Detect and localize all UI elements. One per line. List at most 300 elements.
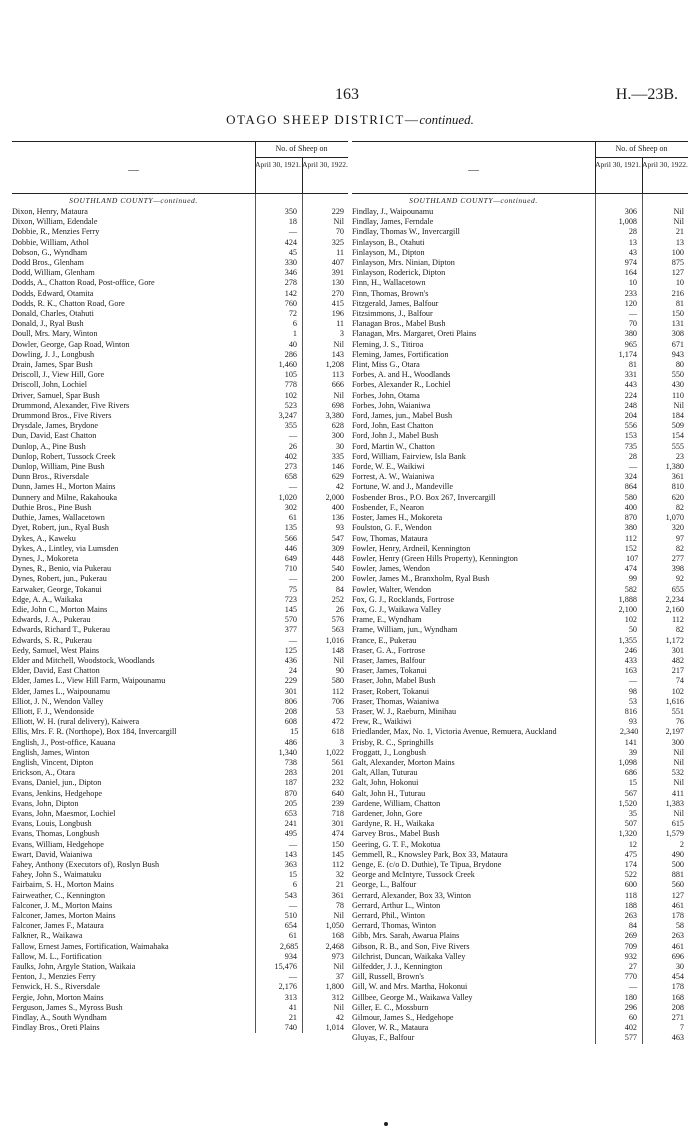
sheep-1922: 82 (675, 543, 684, 553)
table-row (12, 809, 348, 819)
table-row (12, 493, 348, 503)
owner-name: Fow, Thomas, Mataura (352, 533, 428, 543)
sheep-1922: 76 (675, 717, 684, 727)
sheep-1921: 864 (624, 482, 637, 492)
owner-name: Forbes, Alexander R., Lochiel (352, 380, 451, 390)
sheep-1922: 698 (331, 400, 344, 410)
owner-name: Falconer, James, Morton Mains (12, 911, 116, 921)
row-list (12, 207, 348, 1033)
table-row (352, 350, 688, 360)
table-row (12, 217, 348, 227)
sheep-1922: 168 (331, 931, 344, 941)
owner-name: Evans, Jenkins, Hedgehope (12, 788, 103, 798)
owner-name: Dowling, J. J., Longbush (12, 349, 95, 359)
sheep-1921: 709 (624, 941, 637, 951)
sheep-1922: 551 (671, 706, 684, 716)
owner-name: English, James, Winton (12, 747, 90, 757)
sheep-1921: 273 (284, 462, 297, 472)
owner-name: Dixon, Henry, Mataura (12, 207, 88, 216)
sheep-1922: 308 (671, 329, 684, 339)
table-row (12, 860, 348, 870)
owner-name: Gardene, William, Chatton (352, 798, 441, 808)
owner-name: Fahey, John S., Waimatuku (12, 870, 102, 880)
sheep-1922: 42 (335, 482, 344, 492)
table-row (352, 574, 688, 584)
sheep-1921: 436 (284, 655, 297, 665)
sheep-1921: 932 (624, 951, 637, 961)
table-row (12, 942, 348, 952)
table-row (12, 1003, 348, 1013)
sheep-1922: 2,234 (665, 594, 684, 604)
table-row (352, 534, 688, 544)
sheep-1921: 233 (624, 288, 637, 298)
owner-name: Dykes, A., Lintley, via Lumsden (12, 543, 119, 553)
owner-name: Eedy, Samuel, West Plains (12, 645, 100, 655)
sheep-1921: 965 (624, 339, 637, 349)
owner-name: Drysdale, James, Brydone (12, 421, 98, 431)
sheep-1921: 474 (624, 564, 637, 574)
owner-name: Dodds, Edward, Otamita (12, 288, 94, 298)
sheep-1921: 1,098 (618, 757, 637, 767)
table-row (352, 697, 688, 707)
owner-name: Findlay, James, Ferndale (352, 217, 434, 227)
sheep-1922: 335 (331, 451, 344, 461)
owner-name: Evans, Louis, Longbush (12, 819, 92, 829)
table-row (352, 472, 688, 482)
sheep-1921: 570 (284, 615, 297, 625)
table-row (352, 595, 688, 605)
owner-name: Dunn Bros., Riversdale (12, 472, 89, 482)
owner-name: Dunlop, William, Pine Bush (12, 462, 105, 472)
table-row (352, 605, 688, 615)
owner-name: Galt, John, Hokonui (352, 778, 419, 788)
sheep-1922: 32 (335, 870, 344, 880)
table-row (352, 309, 688, 319)
table-row (12, 564, 348, 574)
owner-name: Finlayson, B., Otahuti (352, 237, 425, 247)
owner-name: Findlay, A., South Wyndham (12, 1013, 107, 1023)
sheep-1921: 153 (624, 431, 637, 441)
owner-name: Dobbie, William, Athol (12, 237, 89, 247)
sheep-1921: 15,476 (274, 962, 297, 972)
sheep-1922: 1,014 (325, 1023, 344, 1033)
sheep-1922: 148 (331, 645, 344, 655)
sheep-1922: 271 (671, 1013, 684, 1023)
table-row (12, 738, 348, 748)
sheep-1922: 42 (335, 1013, 344, 1023)
sheep-1921: 204 (624, 411, 637, 421)
owner-name: Fox, G. J., Rocklands, Fortrose (352, 594, 455, 604)
sheep-1921: — (288, 574, 297, 584)
table-row (352, 585, 688, 595)
owner-name: Dun, David, East Chatton (12, 431, 97, 441)
sheep-1921: 363 (284, 860, 297, 869)
owner-name: Fleming, James, Fortification (352, 349, 449, 359)
owner-name: Elliot, J. N., Wendon Valley (12, 696, 104, 706)
table-row (12, 370, 348, 380)
sheep-1922: 21 (675, 227, 684, 237)
sheep-1921: 53 (628, 696, 637, 706)
table-row (12, 615, 348, 625)
table-row (352, 258, 688, 268)
sheep-1922: 1,800 (325, 982, 344, 992)
sheep-1921: 740 (284, 1023, 297, 1033)
sheep-1922: 131 (671, 319, 684, 329)
owner-name: Edie, John C., Morton Mains (12, 604, 108, 614)
sheep-1921: 402 (624, 1023, 637, 1033)
table-row (12, 411, 348, 421)
sheep-1921: 163 (624, 666, 637, 676)
sheep-1921: 582 (624, 584, 637, 594)
sheep-1922: Nil (673, 808, 684, 818)
owner-name: Driver, Samuel, Spar Bush (12, 390, 100, 400)
sheep-1922: 37 (335, 972, 344, 982)
sheep-1922: 7 (679, 1023, 684, 1033)
owner-name: Fairbairn, S. H., Morton Mains (12, 880, 114, 890)
table-row (352, 329, 688, 339)
owner-name: Faulks, John, Argyle Station, Waikaia (12, 962, 136, 972)
sheep-1921: — (288, 972, 297, 982)
sheep-1922: 576 (331, 615, 344, 625)
sheep-1921: 649 (284, 553, 297, 563)
owner-name: Gilmour, James S., Hedgehope (352, 1013, 454, 1023)
owner-name: Forbes, John, Otama (352, 390, 420, 400)
sheep-1921: 302 (284, 502, 297, 512)
sheep-1921: 41 (288, 1002, 297, 1012)
sheep-1922: 21 (335, 880, 344, 890)
owner-name: Galt, John H., Tuturau (352, 788, 426, 798)
owner-name: Fox, G. J., Waikawa Valley (352, 604, 442, 614)
owner-name: Elder, James L., Waipounamu (12, 686, 110, 696)
owner-name: Gluyas, F., Balfour (352, 1033, 415, 1043)
owner-name: Giller, E. C., Mossburn (352, 1002, 429, 1012)
table-row (352, 411, 688, 421)
table-row (352, 901, 688, 911)
owner-name: Glover, W. R., Mataura (352, 1023, 429, 1033)
table-row (352, 666, 688, 676)
owner-name: Earwaker, George, Tokanui (12, 584, 102, 594)
sheep-1921: 81 (628, 360, 637, 370)
table-row (12, 544, 348, 554)
sheep-1921: 286 (284, 349, 297, 359)
sheep-1922: 309 (331, 543, 344, 553)
sheep-1922: 11 (336, 319, 344, 329)
sheep-1921: 50 (628, 625, 637, 635)
sheep-1922: 80 (675, 360, 684, 370)
sheep-1921: 1 (292, 329, 297, 339)
sheep-1921: 1,340 (278, 747, 297, 757)
sheep-1922: 178 (671, 982, 684, 992)
sheep-1921: 224 (624, 390, 637, 400)
owner-name: Dodds, A., Chatton Road, Post-office, Gore (12, 278, 155, 288)
owner-name: Ford, Martin W., Chatton (352, 441, 435, 451)
table-row (352, 870, 688, 880)
owner-name: Gilfedder, J. J., Kennington (352, 962, 443, 972)
sheep-1921: 510 (284, 911, 297, 921)
table-row (352, 1003, 688, 1013)
owner-name: Elder and Mitchell, Woodstock, Woodlands (12, 655, 155, 665)
table-row (12, 829, 348, 839)
sheep-1922: 430 (671, 380, 684, 390)
sheep-1921: 102 (624, 615, 637, 625)
table-row (352, 554, 688, 564)
district-title-main: OTAGO SHEEP DISTRICT— (226, 112, 420, 127)
table-row (352, 717, 688, 727)
table-row (12, 421, 348, 431)
table-row (352, 227, 688, 237)
table-row (352, 513, 688, 523)
sheep-1921: 15 (628, 778, 637, 788)
sheep-1922: 143 (331, 349, 344, 359)
sheep-1922: 301 (671, 645, 684, 655)
sheep-1922: Nil (673, 747, 684, 757)
sheep-1922: 74 (675, 676, 684, 686)
owner-name: Dobbie, R., Menzies Ferry (12, 227, 100, 237)
table-row (12, 676, 348, 686)
sheep-1922: 208 (671, 1002, 684, 1012)
sheep-1922: 30 (335, 441, 344, 451)
sheep-1921: 974 (624, 258, 637, 268)
owner-name: Fowler, Walter, Wendon (352, 584, 432, 594)
table-row (352, 799, 688, 809)
owner-name: Ford, John, East Chatton (352, 421, 434, 431)
sheep-1922: 671 (671, 339, 684, 349)
table-row (12, 452, 348, 462)
table-row (12, 248, 348, 258)
sheep-1922: 509 (671, 421, 684, 431)
sheep-1922: 178 (671, 911, 684, 921)
sheep-1921: 105 (284, 370, 297, 380)
table-row (12, 472, 348, 482)
table-row (12, 350, 348, 360)
table-row (352, 319, 688, 329)
owner-name: Gill, W. and Mrs. Martha, Hokonui (352, 982, 468, 992)
table-row (12, 268, 348, 278)
sheep-1922: 70 (335, 227, 344, 237)
sheep-1921: 246 (624, 645, 637, 655)
table-row (352, 299, 688, 309)
sheep-1921: 278 (284, 278, 297, 288)
sheep-1922: 398 (671, 564, 684, 574)
table-row (12, 462, 348, 472)
sheep-1922: 2,468 (325, 941, 344, 951)
owner-name: Genge, E. (c/o D. Duthie), Te Tipua, Brydone (352, 860, 502, 869)
table-row (352, 1023, 688, 1033)
owner-name: France, E., Pukerau (352, 635, 417, 645)
sheep-1922: 136 (331, 513, 344, 523)
owner-name: Fitzgerald, James, Balfour (352, 298, 439, 308)
owner-name: Ford, John J., Mabel Bush (352, 431, 439, 441)
sheep-1922: 1,380 (665, 462, 684, 472)
sheep-1921: 433 (624, 655, 637, 665)
table-row (12, 799, 348, 809)
sheep-1922: 26 (335, 604, 344, 614)
owner-name: Evans, John, Maesmor, Lochiel (12, 808, 116, 818)
sheep-1922: 145 (331, 849, 344, 859)
sheep-1922: 320 (671, 523, 684, 533)
sheep-1921: 770 (624, 972, 637, 982)
sheep-1922: 547 (331, 533, 344, 543)
table-row (12, 962, 348, 972)
table-row (352, 738, 688, 748)
owner-name: Elliott, F. J., Wendonside (12, 706, 95, 716)
owner-name: Erickson, A., Otara (12, 768, 75, 778)
table-body-right (352, 194, 688, 1044)
owner-name: Findlay, J., Waipounamu (352, 207, 434, 216)
sheep-1922: 325 (331, 237, 344, 247)
sheep-1921: 45 (288, 247, 297, 257)
sheep-1922: 3,380 (325, 411, 344, 421)
sheep-1922: 563 (331, 625, 344, 635)
table-row (12, 585, 348, 595)
table-row (12, 666, 348, 676)
sheep-1921: 241 (284, 819, 297, 829)
sheep-1921: 269 (624, 931, 637, 941)
sheep-1922: Nil (333, 390, 344, 400)
owner-name: Falkner, R., Waikawa (12, 931, 83, 941)
table-row (352, 993, 688, 1003)
sheep-1922: 474 (331, 829, 344, 839)
sheep-1922: 618 (331, 727, 344, 737)
footer-dot (384, 1122, 388, 1126)
table-row (352, 829, 688, 839)
owner-name: Gillbee, George M., Waikawa Valley (352, 992, 473, 1002)
table-row (352, 625, 688, 635)
sheep-1921: 350 (284, 207, 297, 216)
sheep-1922: Nil (333, 339, 344, 349)
table-row (352, 789, 688, 799)
sheep-1921: 84 (628, 921, 637, 931)
sheep-1922: 540 (331, 564, 344, 574)
owner-name: Froggatt, J., Longbush (352, 747, 426, 757)
sheep-1922: 629 (331, 472, 344, 482)
owner-name: Dunn, James H., Morton Mains (12, 482, 116, 492)
sheep-1922: 300 (671, 737, 684, 747)
sheep-1922: 252 (331, 594, 344, 604)
sheep-1922: 81 (675, 298, 684, 308)
table-row (352, 911, 688, 921)
owner-name: Fenwick, H. S., Riversdale (12, 982, 101, 992)
sheep-1921: 380 (624, 523, 637, 533)
owner-name: Fraser, W. J., Raeburn, Minihau (352, 706, 457, 716)
owner-name: Fergie, John, Morton Mains (12, 992, 104, 1002)
sheep-1922: Nil (333, 962, 344, 972)
table-row (352, 207, 688, 217)
sheep-1921: 18 (288, 217, 297, 227)
sheep-1921: 40 (288, 339, 297, 349)
sheep-1921: 1,174 (618, 349, 637, 359)
sheep-1921: 870 (624, 513, 637, 523)
owner-name: Finlayson, M., Dipton (352, 247, 425, 257)
owner-name: Fairweather, C., Kennington (12, 890, 106, 900)
owner-name: Edwards, S. R., Pukerau (12, 635, 92, 645)
owner-name: Duthie Bros., Pine Bush (12, 502, 92, 512)
sheep-1921: 2,340 (619, 727, 639, 737)
table-row (352, 615, 688, 625)
owner-name: English, Vincent, Dipton (12, 757, 94, 767)
sheep-1922: 1,579 (665, 829, 684, 839)
sheep-1921: 1,355 (618, 635, 637, 645)
table-row (352, 238, 688, 248)
owner-name: Forbes, A. and H., Woodlands (352, 370, 451, 380)
sheep-1921: 331 (624, 370, 637, 380)
table-row (12, 431, 348, 441)
table-row (352, 360, 688, 370)
owner-name: Dowler, George, Gap Road, Winton (12, 339, 130, 349)
owner-name: Donald, Charles, Otahuti (12, 309, 94, 319)
owner-name: Fowler, James M., Branxholm, Ryal Bush (352, 574, 490, 584)
sheep-1921: 653 (284, 808, 297, 818)
sheep-1921: 355 (284, 421, 297, 431)
owner-name: Galt, Allan, Tuturau (352, 768, 418, 778)
sheep-1922: 706 (331, 696, 344, 706)
sheep-1921: 1,888 (618, 594, 637, 604)
owner-name: Flint, Miss G., Otara (352, 360, 420, 370)
sheep-1922: 1,050 (325, 921, 344, 931)
sheep-1922: 10 (675, 278, 684, 288)
sheep-1921: 377 (284, 625, 297, 635)
table-row (12, 625, 348, 635)
sheep-1922: 184 (671, 411, 684, 421)
owner-name: Gibson, R. B., and Son, Five Rivers (352, 941, 470, 951)
sheep-1921: 1,020 (278, 492, 297, 502)
owner-name: Donald, J., Ryal Bush (12, 319, 84, 329)
sheep-1921: 98 (628, 686, 637, 696)
owner-name: Dixon, William, Edendale (12, 217, 98, 227)
sheep-1922: 3 (339, 329, 344, 339)
table-row (352, 982, 688, 992)
sheep-1922: 112 (332, 860, 344, 869)
table-row (12, 993, 348, 1003)
table-row (352, 921, 688, 931)
table-row (352, 880, 688, 890)
owner-name: Dodd, William, Glenham (12, 268, 95, 278)
owner-name: Fenton, J., Menzies Ferry (12, 972, 96, 982)
table-row (12, 748, 348, 758)
sheep-1922: 102 (671, 686, 684, 696)
sheep-1922: 666 (331, 380, 344, 390)
sheep-1921: 208 (284, 706, 297, 716)
table-row (352, 707, 688, 717)
sheep-1922: 277 (671, 553, 684, 563)
table-row (12, 697, 348, 707)
owner-name: Evans, William, Hedgehope (12, 839, 104, 849)
sheep-1921: 1,460 (278, 360, 297, 370)
table-row (12, 931, 348, 941)
sheep-1922: 127 (671, 268, 684, 278)
sheep-1921: — (628, 309, 637, 319)
table-row (352, 646, 688, 656)
table-row (352, 972, 688, 982)
table-row (352, 523, 688, 533)
sheep-1922: 407 (331, 258, 344, 268)
table-header-left (12, 141, 348, 194)
sheep-1922: Nil (673, 757, 684, 767)
sheep-1921: 12 (628, 839, 637, 849)
owner-name: George, L., Balfour (352, 880, 417, 890)
sheep-1921: 301 (284, 686, 297, 696)
table-row (12, 687, 348, 697)
sheep-1921: — (628, 462, 637, 472)
sheep-1922: 112 (672, 615, 684, 625)
owner-name: Dodds, R. K., Chatton Road, Gore (12, 298, 125, 308)
sheep-1921: 600 (624, 880, 637, 890)
district-title (0, 112, 700, 128)
sheep-1922: 615 (671, 819, 684, 829)
owner-name: Driscoll, J., View Hill, Gore (12, 370, 105, 380)
sheep-1921: 346 (284, 268, 297, 278)
date-1922-header: April 30, 1922. (642, 160, 688, 169)
